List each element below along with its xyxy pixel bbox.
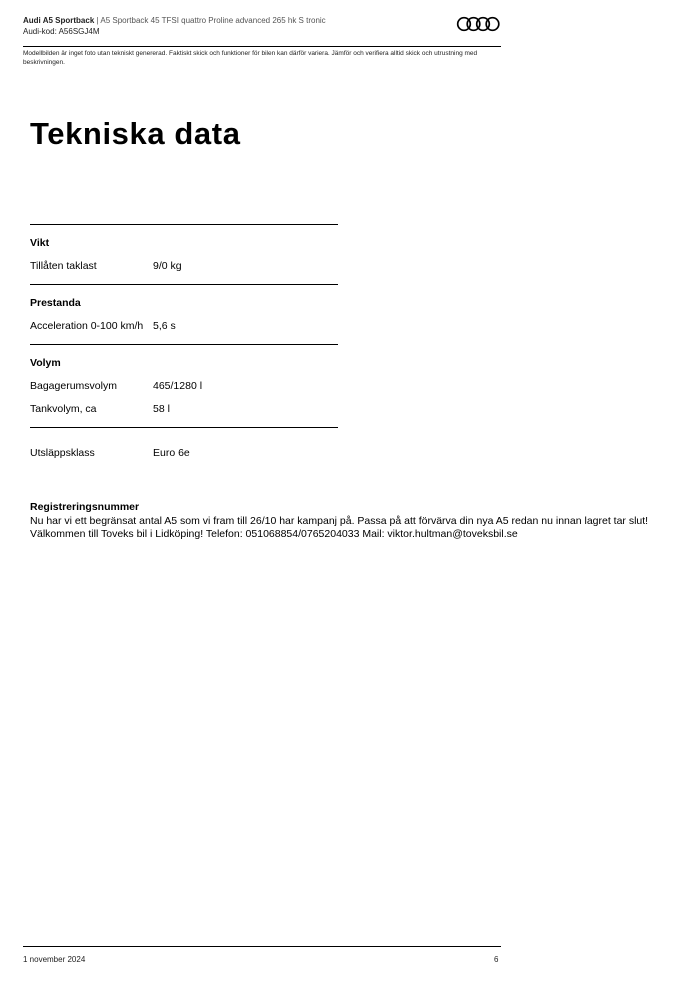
document-header xyxy=(23,15,463,37)
spec-section-performance xyxy=(30,284,338,344)
spec-row xyxy=(30,379,338,393)
spec-label: Utsläppsklass xyxy=(30,447,95,459)
page-title: Tekniska data xyxy=(30,116,241,151)
model-line xyxy=(23,15,463,26)
audi-code-line xyxy=(23,26,463,37)
section-title: Vikt xyxy=(30,237,50,249)
audi-code-label: Audi-kod: xyxy=(23,27,59,36)
model-variant: | A5 Sportback 45 TFSI quattro Proline advanced 265 hk S tronic xyxy=(94,16,326,25)
spec-value: 5,6 s xyxy=(153,320,176,332)
model-name: Audi A5 Sportback xyxy=(23,16,95,25)
spec-section-weight xyxy=(30,224,338,284)
audi-rings-logo xyxy=(456,14,502,34)
registration-text-1: Nu har vi ett begränsat antal A5 som vi fram till 26/10 har kampanj på. Passa på att förvärva din nya A5 redan nu innan lagret tar slut! xyxy=(30,514,649,527)
spec-label: Acceleration 0-100 km/h xyxy=(30,320,144,332)
spec-row xyxy=(30,319,338,333)
spec-value: Euro 6e xyxy=(153,447,190,459)
spec-value: 9/0 kg xyxy=(153,260,182,272)
footer-divider xyxy=(23,946,501,947)
spec-value: 465/1280 l xyxy=(153,380,203,392)
spec-row xyxy=(30,446,338,460)
footer-date: 1 november 2024 xyxy=(23,955,86,964)
page-number: 6 xyxy=(494,955,499,964)
section-title: Prestanda xyxy=(30,297,81,309)
section-title: Volym xyxy=(30,357,61,369)
spec-value: 58 l xyxy=(153,403,170,415)
spec-section-emissions xyxy=(30,427,338,471)
spec-label: Bagagerumsvolym xyxy=(30,380,117,392)
header-divider xyxy=(23,46,501,47)
spec-label: Tankvolym, ca xyxy=(30,403,97,415)
audi-code-value: A56SGJ4M xyxy=(58,27,100,36)
spec-row xyxy=(30,402,338,416)
spec-label: Tillåten taklast xyxy=(30,260,97,272)
spec-section-volume xyxy=(30,344,338,427)
registration-title: Registreringsnummer xyxy=(30,501,140,513)
registration-note xyxy=(30,501,670,542)
spec-table xyxy=(30,224,338,471)
spec-row xyxy=(30,259,338,273)
registration-text-2: Välkommen till Toveks bil i Lidköping! Telefon: 051068854/0765204033 Mail: viktor.hultman@toveksbil.se xyxy=(30,528,518,540)
disclaimer-text: Modellbilden är inget foto utan tekniskt genererad. Faktiskt skick och funktioner för bilen kan därför variera. Jämför och verifiera alltid skick och utrustning med beskrivningen. xyxy=(23,50,478,66)
